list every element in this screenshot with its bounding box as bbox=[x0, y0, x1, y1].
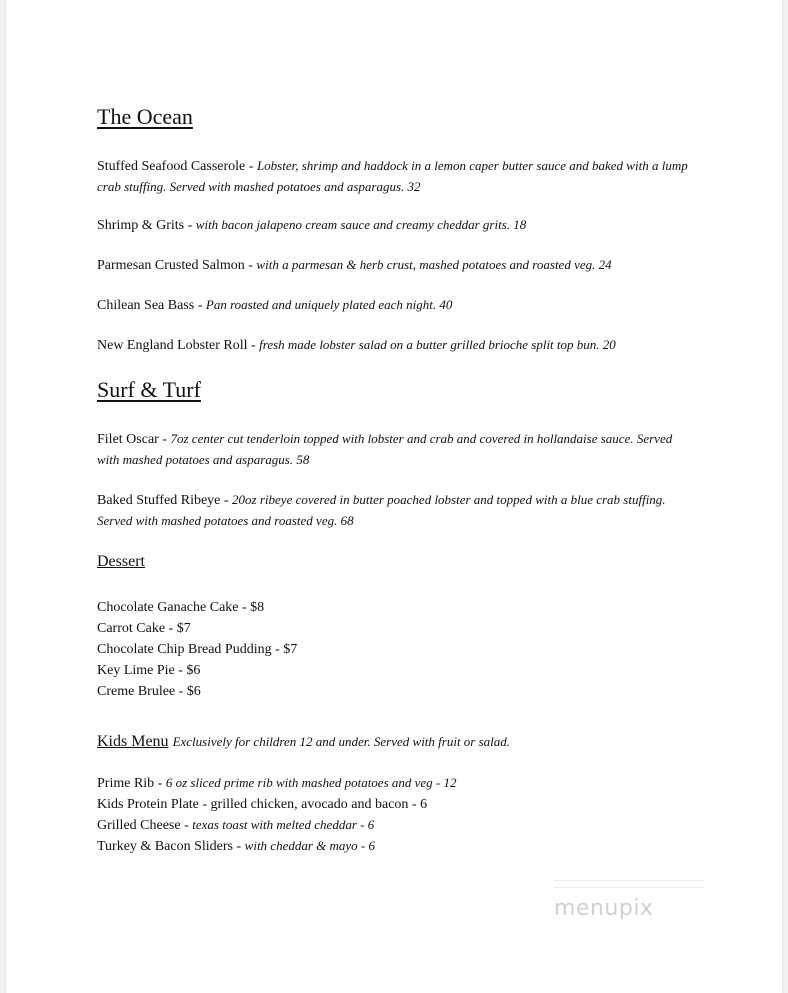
kids-item bbox=[97, 817, 374, 834]
section-title-dessert: Dessert bbox=[97, 553, 145, 570]
item-name: Grilled Cheese - bbox=[97, 818, 193, 833]
item-description: with bacon jalapeno cream sauce and creamy cheddar grits. 18 bbox=[195, 217, 527, 232]
item-description: 6 oz sliced prime rib with mashed potatoes and veg - 12 bbox=[165, 775, 457, 790]
item-name: Turkey & Bacon Sliders - bbox=[97, 839, 245, 854]
dessert-item: Carrot Cake - $7 bbox=[97, 621, 191, 636]
kids-item bbox=[97, 775, 457, 792]
item-name: Filet Oscar - bbox=[97, 432, 171, 447]
dessert-item: Creme Brulee - $6 bbox=[97, 684, 201, 699]
item-name: New England Lobster Roll - bbox=[97, 338, 260, 353]
item-name: Stuffed Seafood Casserole - bbox=[97, 159, 257, 174]
dessert-item: Key Lime Pie - $6 bbox=[97, 663, 201, 678]
kids-item bbox=[97, 838, 375, 855]
menu-item bbox=[97, 295, 697, 316]
kids-menu-note: Exclusively for children 12 and under. Served with fruit or salad. bbox=[172, 734, 511, 749]
item-name: Parmesan Crusted Salmon - bbox=[97, 258, 257, 273]
item-description: Pan roasted and uniquely plated each night. 40 bbox=[205, 297, 453, 312]
dessert-item: Chocolate Chip Bread Pudding - $7 bbox=[97, 642, 298, 657]
item-description: 20oz ribeye covered in butter poached lobster and topped with a blue crab stuffing. Served with mashed potatoes and roasted veg. 68 bbox=[97, 492, 666, 528]
item-description: Lobster, shrimp and haddock in a lemon caper butter sauce and baked with a lump crab stuffing. Served with mashed potatoes and asparagus. 32 bbox=[97, 158, 688, 194]
menu-page bbox=[6, 0, 782, 993]
menu-item bbox=[97, 156, 697, 198]
menu-item bbox=[97, 335, 697, 356]
menu-item bbox=[97, 255, 697, 276]
kids-menu-header bbox=[97, 733, 510, 751]
dessert-item: Chocolate Ganache Cake - $8 bbox=[97, 600, 265, 615]
item-name: Prime Rib - bbox=[97, 776, 166, 791]
item-description: texas toast with melted cheddar - 6 bbox=[192, 817, 375, 832]
item-name: Baked Stuffed Ribeye - bbox=[97, 493, 233, 508]
kids-item bbox=[97, 796, 427, 813]
menu-item bbox=[97, 215, 697, 236]
item-name: Shrimp & Grits - bbox=[97, 218, 196, 233]
item-description: 7oz center cut tenderloin topped with lobster and crab and covered in hollandaise sauce. Served with mashed potatoes and asparagus. 58 bbox=[97, 431, 673, 467]
section-title-ocean: The Ocean bbox=[97, 104, 193, 129]
item-name: Chilean Sea Bass - bbox=[97, 298, 206, 313]
item-description: with a parmesan & herb crust, mashed potatoes and roasted veg. 24 bbox=[256, 257, 612, 272]
item-name: Kids Protein Plate - grilled chicken, avocado and bacon - 6 bbox=[97, 797, 428, 812]
menu-item bbox=[97, 429, 697, 471]
item-description: fresh made lobster salad on a butter grilled brioche split top bun. 20 bbox=[259, 337, 616, 352]
menu-item bbox=[97, 490, 697, 532]
item-description: with cheddar & mayo - 6 bbox=[244, 838, 375, 853]
section-title-surf-turf: Surf & Turf bbox=[97, 377, 201, 402]
section-title-kids: Kids Menu bbox=[97, 733, 169, 750]
watermark-logo: menupix bbox=[554, 896, 654, 921]
watermark-decoration bbox=[554, 880, 704, 888]
